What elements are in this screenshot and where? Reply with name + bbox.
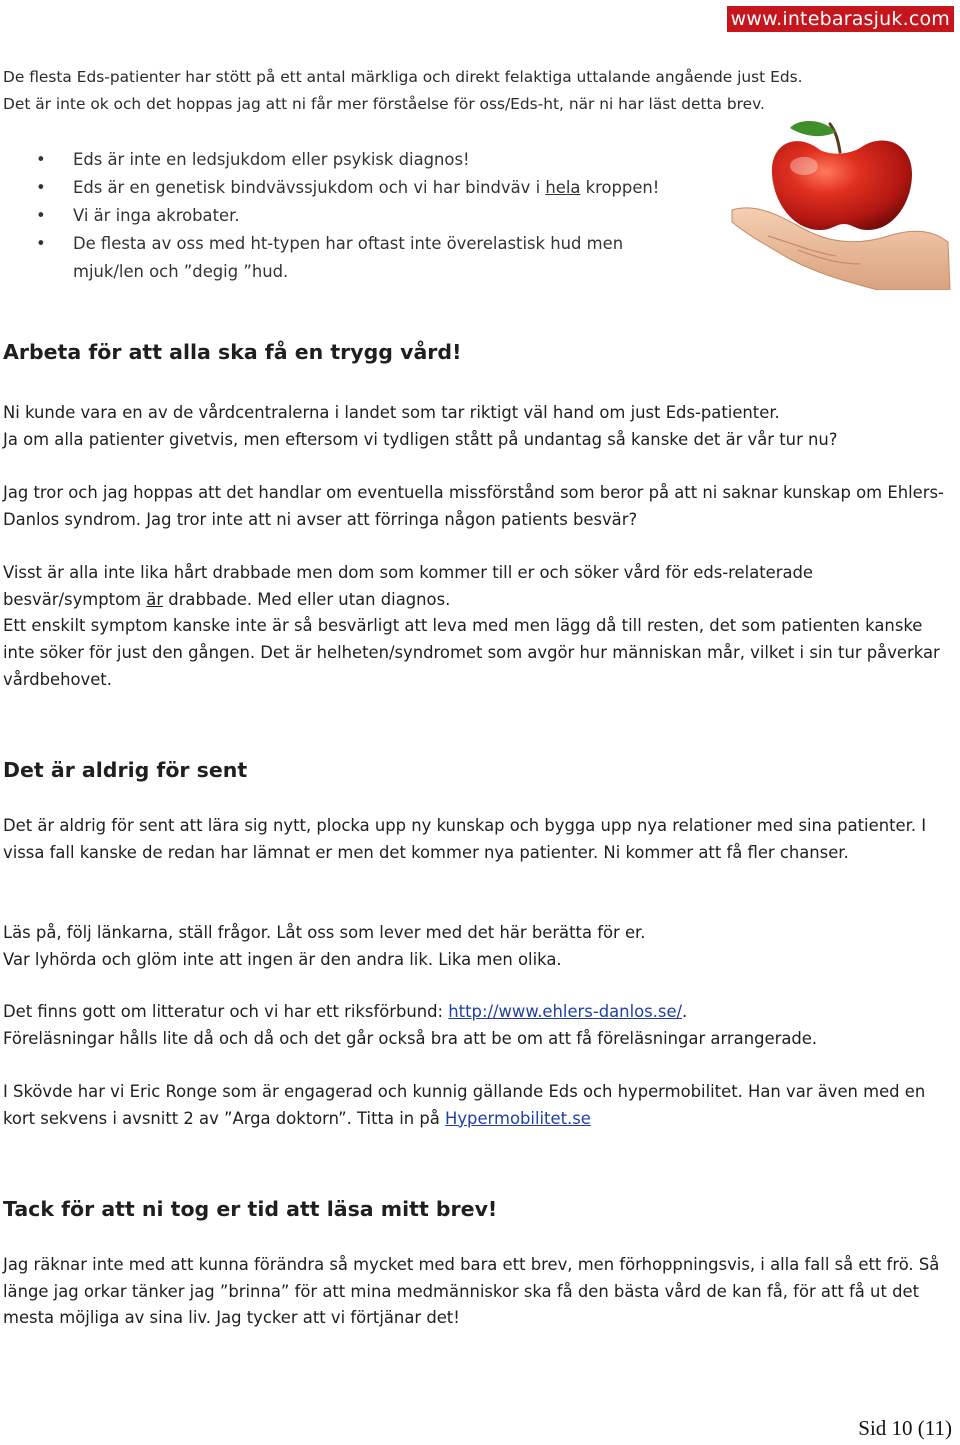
section-paragraph xyxy=(3,1079,953,1132)
section-paragraph xyxy=(3,560,953,694)
apple-in-hand-image xyxy=(728,118,952,290)
bullet-text-part: kroppen! xyxy=(580,178,660,197)
paragraph-text-part: drabbade. Med eller utan diagnos. xyxy=(163,589,451,609)
underlined-word: är xyxy=(146,589,164,609)
bullet-item xyxy=(36,202,696,230)
section-paragraph xyxy=(3,480,953,533)
bullet-marker: • xyxy=(36,150,46,169)
bullet-marker: • xyxy=(36,234,46,253)
hypermobilitet-link[interactable]: Hypermobilitet.se xyxy=(445,1108,591,1128)
fact-bullet-list xyxy=(36,146,696,286)
section-paragraph xyxy=(3,813,953,866)
section-heading-care: Arbeta för att alla ska få en trygg vård! xyxy=(3,340,462,364)
paragraph-line: Läs på, följ länkarna, ställ frågor. Låt oss som lever med det här berätta för er. xyxy=(3,923,646,942)
bullet-item xyxy=(36,230,696,286)
paragraph-line xyxy=(3,999,953,1026)
bullet-text xyxy=(73,178,659,197)
bullet-text: Eds är inte en ledsjukdom eller psykisk diagnos! xyxy=(73,150,470,169)
paragraph-text: Jag tror och jag hoppas att det handlar om eventuella missförstånd som beror på att ni saknar kunskap om Ehlers- Danlos syndrom. Jag tror inte att ni avser att förringa någon patients besvär? xyxy=(3,483,944,529)
section-paragraph xyxy=(3,1252,953,1332)
bullet-text-part: Eds är en genetisk bindvävssjukdom och vi har bindväv i xyxy=(73,178,546,197)
bullet-marker: • xyxy=(36,206,46,225)
bullet-item xyxy=(36,174,696,202)
paragraph-text-part: Det finns gott om litteratur och vi har ett riksförbund: xyxy=(3,1002,449,1021)
paragraph-text: Ett enskilt symptom kanske inte är så besvärligt att leva med men lägg då till resten, det som patienten kanske inte söker för just den gången. Det är helheten/syndromet som avgör hur människan mår, vilket i sin tur påverkar vårdbehovet. xyxy=(3,616,940,689)
paragraph-text-part: Visst är alla inte lika hårt drabbade men dom som kommer till er och söker vård för eds-relaterade besvär/symptom xyxy=(3,563,814,609)
paragraph-line: Ja om alla patienter givetvis, men eftersom vi tydligen stått på undantag så kanske det är vår tur nu? xyxy=(3,429,838,449)
paragraph-line: Föreläsningar hålls lite då och då och det går också bra att be om att få föreläsningar arrangerade. xyxy=(3,1028,818,1048)
paragraph-text xyxy=(3,560,953,613)
paragraph-text: Det är aldrig för sent att lära sig nytt, plocka upp ny kunskap och bygga upp nya relationer med sina patienter. I vissa fall kanske de redan har lämnat er men det kommer nya patienter. Ni kommer att få fler chanser. xyxy=(3,816,927,862)
bullet-text: De flesta av oss med ht-typen har oftast inte överelastisk hud men mjuk/len och ”degig ”hud. xyxy=(73,234,624,281)
paragraph-line: Var lyhörda och glöm inte att ingen är den andra lik. Lika men olika. xyxy=(3,949,562,969)
paragraph-text: Jag räknar inte med att kunna förändra så mycket med bara ett brev, men förhoppningsvis, i alla fall så ett frö. Så länge jag orkar tänker jag ”brinna” för att mina medmänniskor ska få den bästa vård de kan få, för att få ut det mesta möjliga av sina liv. Jag tycker att vi förtjänar det! xyxy=(3,1255,940,1328)
intro-text xyxy=(3,64,933,117)
paragraph-text-part: . xyxy=(682,1002,688,1021)
section-paragraph xyxy=(3,920,953,973)
site-badge[interactable]: www.intebarasjuk.com xyxy=(727,6,954,32)
underlined-word: hela xyxy=(545,178,581,197)
section-paragraph xyxy=(3,999,953,1052)
paragraph-text-part: I Skövde har vi Eric Ronge som är engagerad och kunnig gällande Eds och hypermobilitet. Han var även med en kort sekvens i avsnitt 2 av ”Arga doktorn”. Titta in på xyxy=(3,1082,926,1128)
intro-line-1: De flesta Eds-patienter har stött på ett antal märkliga och direkt felaktiga uttalande angående just Eds. xyxy=(3,68,803,86)
apple-highlight xyxy=(790,157,818,175)
bullet-marker: • xyxy=(36,178,46,197)
bullet-text: Vi är inga akrobater. xyxy=(73,206,240,225)
intro-line-2: Det är inte ok och det hoppas jag att ni får mer förståelse för oss/Eds-ht, när ni har läst detta brev. xyxy=(3,94,765,113)
paragraph-line: Ni kunde vara en av de vårdcentralerna i landet som tar riktigt väl hand om just Eds-patienter. xyxy=(3,403,780,422)
page-number: Sid 10 (11) xyxy=(858,1416,952,1440)
section-heading-thanks: Tack för att ni tog er tid att läsa mitt brev! xyxy=(3,1197,498,1221)
apple-body xyxy=(772,140,912,230)
section-heading-never-too-late: Det är aldrig för sent xyxy=(3,758,248,782)
ehlers-danlos-link[interactable]: http://www.ehlers-danlos.se/ xyxy=(448,1002,683,1021)
paragraph-text xyxy=(3,1079,953,1132)
section-paragraph xyxy=(3,400,953,453)
bullet-item xyxy=(36,146,696,174)
